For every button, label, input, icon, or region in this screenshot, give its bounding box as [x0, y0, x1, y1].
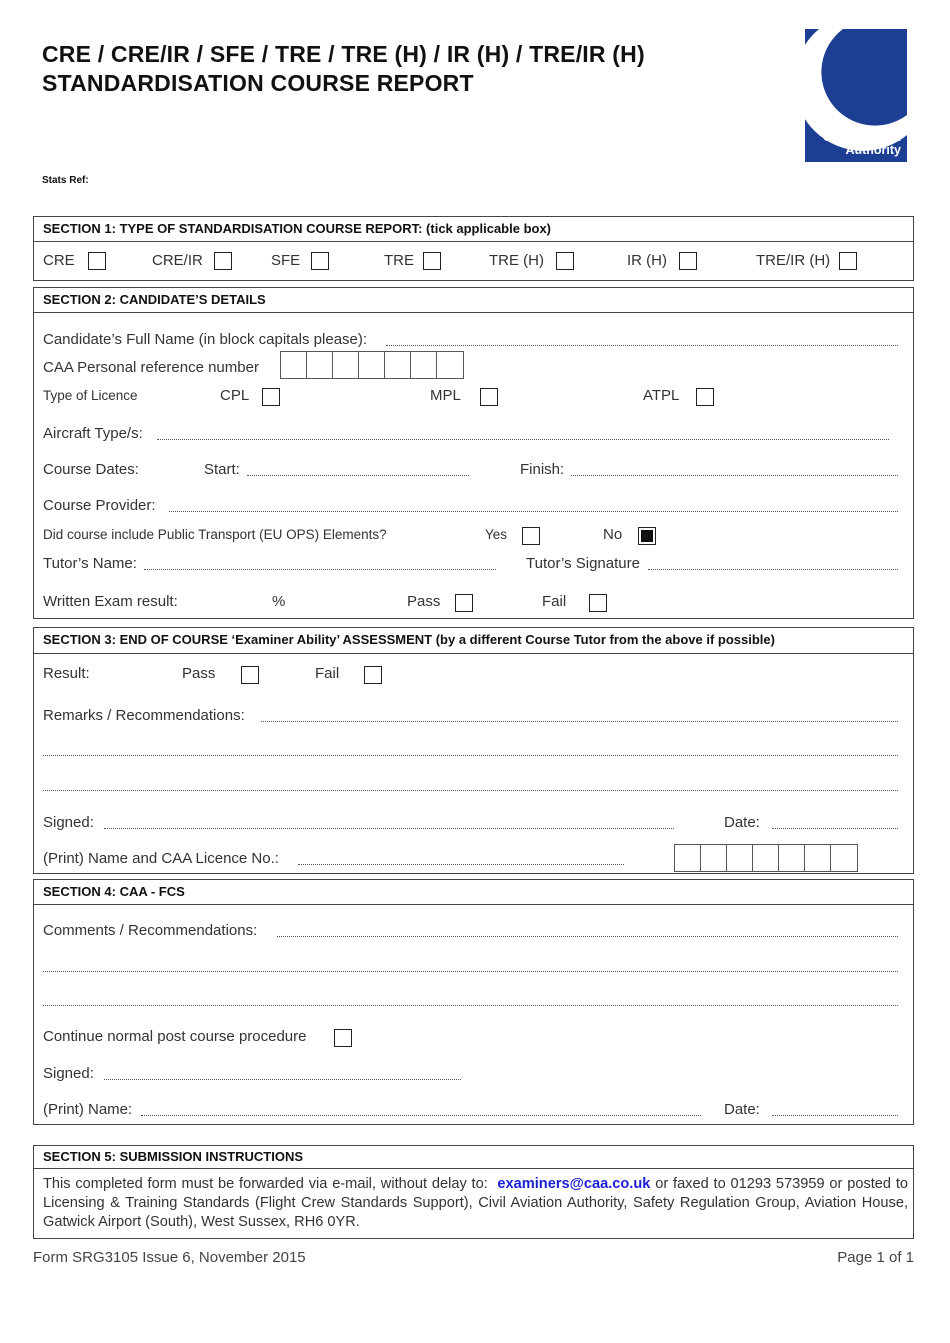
licence-mpl-checkbox[interactable] — [480, 388, 498, 406]
licence-cpl-checkbox[interactable] — [262, 388, 280, 406]
s4-print-name-label: (Print) Name: — [43, 1101, 133, 1118]
section-5-heading: SECTION 5: SUBMISSION INSTRUCTIONS — [34, 1146, 913, 1169]
logo-text-line2: Authority — [845, 143, 901, 157]
tutor-signature-label: Tutor’s Signature — [526, 555, 640, 572]
s3-licence-number-boxes[interactable] — [674, 844, 858, 872]
s4-signed-label: Signed: — [43, 1065, 94, 1082]
caa-logo — [805, 29, 907, 162]
remarks-field-line2[interactable] — [43, 755, 898, 756]
section-1 — [33, 216, 914, 281]
section-2 — [33, 287, 914, 619]
s3-signed-label: Signed: — [43, 814, 94, 831]
remarks-field-line1[interactable] — [261, 721, 898, 722]
aircraft-type-label: Aircraft Type/s: — [43, 425, 143, 442]
licence-atpl-checkbox[interactable] — [696, 388, 714, 406]
stats-ref-label: Stats Ref: — [42, 175, 89, 186]
option-sfe-checkbox[interactable] — [311, 252, 329, 270]
option-cre-checkbox[interactable] — [88, 252, 106, 270]
course-provider-field[interactable] — [169, 511, 898, 512]
option-tre-checkbox[interactable] — [423, 252, 441, 270]
ref-number-boxes[interactable] — [280, 351, 464, 379]
licence-mpl-label: MPL — [430, 387, 461, 404]
exam-pass-checkbox[interactable] — [455, 594, 473, 612]
public-transport-no-label: No — [603, 526, 623, 543]
section-4-heading: SECTION 4: CAA - FCS — [34, 880, 913, 905]
full-name-label: Candidate’s Full Name (in block capitals please): — [43, 331, 368, 348]
comments-field-line3[interactable] — [43, 1005, 898, 1006]
option-tre-ir-h-label: TRE/IR (H) — [756, 252, 831, 269]
assessment-pass-label: Pass — [182, 665, 216, 682]
form-id: Form SRG3105 Issue 6, November 2015 — [33, 1249, 306, 1266]
s3-date-field[interactable] — [772, 828, 898, 829]
s4-date-label: Date: — [724, 1101, 760, 1118]
tutor-name-label: Tutor’s Name: — [43, 555, 137, 572]
logo-text-line1: Civil Aviation — [822, 130, 901, 144]
option-tre-label: TRE — [384, 252, 414, 269]
section-2-heading: SECTION 2: CANDIDATE’S DETAILS — [34, 288, 913, 313]
tutor-name-field[interactable] — [144, 569, 496, 570]
public-transport-yes-checkbox[interactable] — [522, 527, 540, 545]
remarks-field-line3[interactable] — [43, 790, 898, 791]
finish-date-field[interactable] — [571, 475, 898, 476]
public-transport-label: Did course include Public Transport (EU OPS) Elements? — [43, 527, 387, 542]
comments-label: Comments / Recommendations: — [43, 922, 258, 939]
option-tre-h-checkbox[interactable] — [556, 252, 574, 270]
section-1-heading: SECTION 1: TYPE OF STANDARDISATION COURSE REPORT: (tick applicable box) — [34, 217, 913, 242]
option-cre-ir-label: CRE/IR — [152, 252, 203, 269]
assessment-fail-label: Fail — [315, 665, 340, 682]
exam-pass-label: Pass — [407, 593, 441, 610]
comments-field-line2[interactable] — [43, 971, 898, 972]
option-tre-ir-h-checkbox[interactable] — [839, 252, 857, 270]
examiners-email-link[interactable]: examiners@caa.co.uk — [497, 1176, 651, 1192]
start-date-field[interactable] — [247, 475, 469, 476]
exam-fail-checkbox[interactable] — [589, 594, 607, 612]
licence-cpl-label: CPL — [220, 387, 250, 404]
s4-date-field[interactable] — [772, 1115, 898, 1116]
instructions-text-before: This completed form must be forwarded via e-mail, without delay to: — [43, 1176, 488, 1192]
remarks-label: Remarks / Recommendations: — [43, 707, 245, 724]
assessment-pass-checkbox[interactable] — [241, 666, 259, 684]
licence-type-label: Type of Licence — [43, 388, 138, 403]
exam-percent-label: % — [272, 593, 286, 610]
option-cre-ir-checkbox[interactable] — [214, 252, 232, 270]
assessment-result-label: Result: — [43, 665, 90, 682]
s3-signed-field[interactable] — [104, 828, 674, 829]
course-dates-label: Course Dates: — [43, 461, 139, 478]
course-provider-label: Course Provider: — [43, 497, 156, 514]
exam-fail-label: Fail — [542, 593, 567, 610]
s3-date-label: Date: — [724, 814, 760, 831]
continue-procedure-checkbox[interactable] — [334, 1029, 352, 1047]
finish-date-label: Finish: — [520, 461, 565, 478]
page-number: Page 1 of 1 — [837, 1249, 914, 1266]
public-transport-no-checkbox[interactable] — [638, 527, 656, 545]
section-3 — [33, 627, 914, 874]
form-title-line1: CRE / CRE/IR / SFE / TRE / TRE (H) / IR (H) / TRE/IR (H) — [42, 41, 645, 67]
ref-number-label: CAA Personal reference number — [43, 359, 259, 376]
option-ir-h-label: IR (H) — [627, 252, 667, 269]
licence-atpl-label: ATPL — [643, 387, 680, 404]
s4-signed-field[interactable] — [104, 1079, 461, 1080]
public-transport-yes-label: Yes — [485, 527, 508, 542]
s3-print-name-label: (Print) Name and CAA Licence No.: — [43, 850, 279, 867]
option-cre-label: CRE — [43, 252, 75, 269]
start-date-label: Start: — [204, 461, 240, 478]
continue-procedure-label: Continue normal post course procedure — [43, 1028, 307, 1045]
section-4 — [33, 879, 914, 1125]
option-tre-h-label: TRE (H) — [489, 252, 544, 269]
s4-print-name-field[interactable] — [141, 1115, 701, 1116]
aircraft-type-field[interactable] — [157, 439, 889, 440]
section-5 — [33, 1145, 914, 1239]
option-ir-h-checkbox[interactable] — [679, 252, 697, 270]
form-title-line2: STANDARDISATION COURSE REPORT — [42, 70, 474, 96]
s3-print-name-field[interactable] — [298, 864, 624, 865]
exam-result-label: Written Exam result: — [43, 593, 178, 610]
comments-field-line1[interactable] — [277, 936, 898, 937]
submission-instructions — [43, 1175, 908, 1232]
section-3-heading: SECTION 3: END OF COURSE ‘Examiner Ability’ ASSESSMENT (by a different Course Tutor from the above if possible) — [34, 628, 913, 654]
tutor-signature-field[interactable] — [648, 569, 898, 570]
assessment-fail-checkbox[interactable] — [364, 666, 382, 684]
full-name-field[interactable] — [386, 345, 898, 346]
option-sfe-label: SFE — [271, 252, 301, 269]
instructions-text-after: or faxed to 01293 573959 or posted to Licensing & Training Standards (Flight Crew Standards Support), Civil Aviation Authority, Safety Regulation Group, Aviation House, Gatwick Airport (South), West Sussex, RH6 0YR. — [43, 1176, 909, 1230]
